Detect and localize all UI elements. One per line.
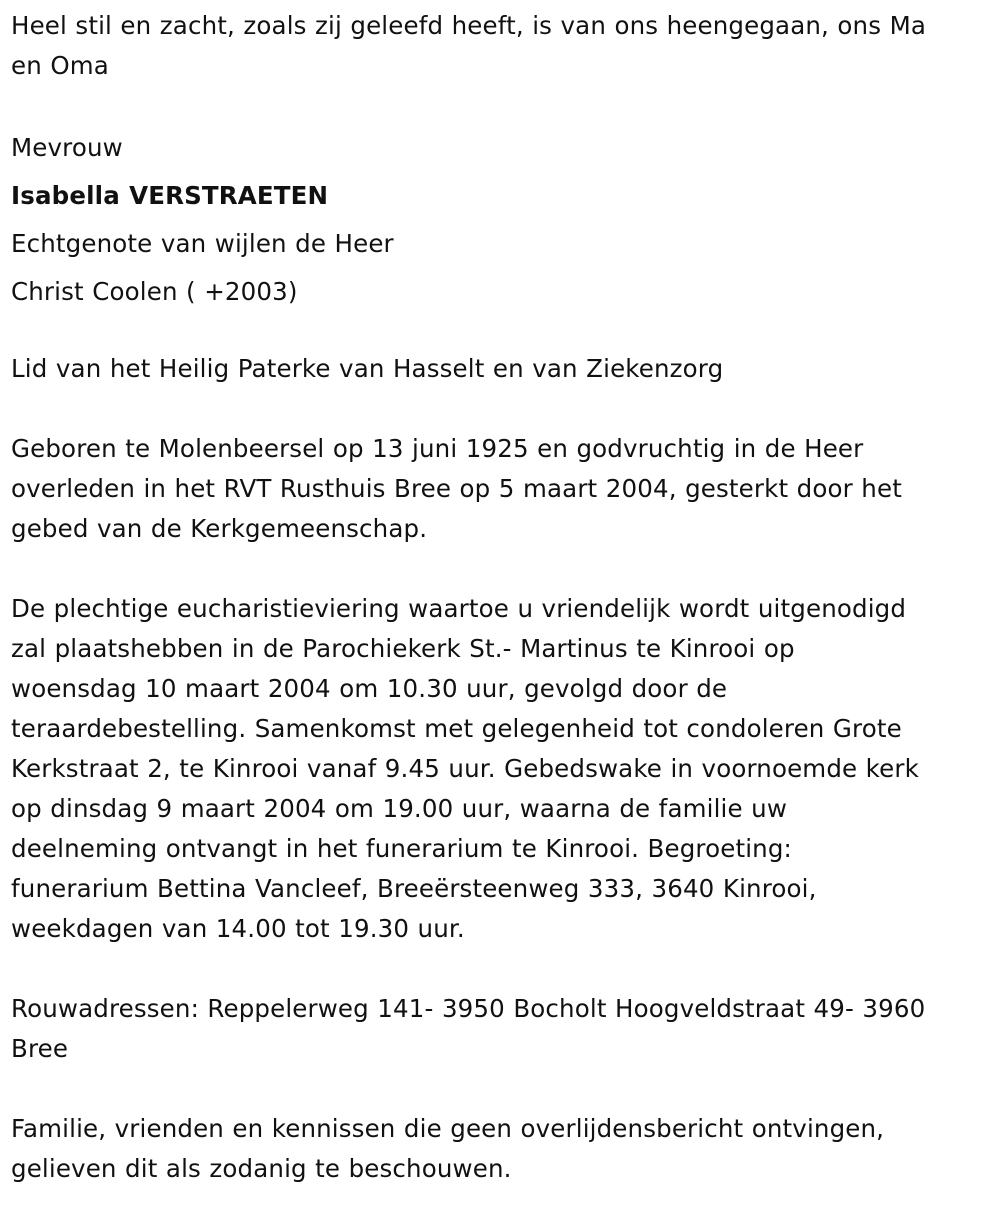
birth-death-line: gebed van de Kerkgemeenschap.	[11, 514, 428, 543]
birth-death-line: Geboren te Molenbeersel op 13 juni 1925 en godvruchtig in de Heer	[11, 434, 864, 463]
birth-death-line: overleden in het RVT Rusthuis Bree op 5 maart 2004, gesterkt door het	[11, 474, 902, 503]
spouse-name-line: Christ Coolen ( +2003)	[11, 277, 298, 306]
ceremony-line: weekdagen van 14.00 tot 19.30 uur.	[11, 914, 465, 943]
ceremony-line: funerarium Bettina Vancleef, Breeërsteenweg 333, 3640 Kinrooi,	[11, 874, 817, 903]
membership-line: Lid van het Heilig Paterke van Hasselt en van Ziekenzorg	[11, 354, 724, 383]
deceased-block	[11, 124, 986, 316]
addresses-line: Bree	[11, 1034, 69, 1063]
intro-paragraph	[11, 6, 986, 86]
addresses-paragraph	[11, 989, 986, 1069]
deceased-name: Isabella VERSTRAETEN	[11, 181, 329, 210]
intro-line: en Oma	[11, 51, 109, 80]
ceremony-line: Kerkstraat 2, te Kinrooi vanaf 9.45 uur. Gebedswake in voornoemde kerk	[11, 754, 919, 783]
ceremony-line: op dinsdag 9 maart 2004 om 19.00 uur, waarna de familie uw	[11, 794, 788, 823]
closing-line: gelieven dit als zodanig te beschouwen.	[11, 1154, 512, 1183]
ceremony-line: deelneming ontvangt in het funerarium te Kinrooi. Begroeting:	[11, 834, 792, 863]
ceremony-line: woensdag 10 maart 2004 om 10.30 uur, gevolgd door de	[11, 674, 728, 703]
birth-death-paragraph	[11, 429, 986, 549]
intro-line: Heel stil en zacht, zoals zij geleefd heeft, is van ons heengegaan, ons Ma	[11, 11, 927, 40]
closing-line: Familie, vrienden en kennissen die geen overlijdensbericht ontvingen,	[11, 1114, 885, 1143]
addresses-line: Rouwadressen: Reppelerweg 141- 3950 Bocholt Hoogveldstraat 49- 3960	[11, 994, 926, 1023]
ceremony-line: teraardebestelling. Samenkomst met gelegenheid tot condoleren Grote	[11, 714, 902, 743]
spouse-line: Echtgenote van wijlen de Heer	[11, 229, 394, 258]
ceremony-line: De plechtige eucharistieviering waartoe u vriendelijk wordt uitgenodigd	[11, 594, 907, 623]
closing-paragraph	[11, 1109, 986, 1189]
honorific-title: Mevrouw	[11, 133, 123, 162]
ceremony-paragraph	[11, 589, 986, 949]
membership-paragraph	[11, 349, 986, 389]
ceremony-line: zal plaatshebben in de Parochiekerk St.- Martinus te Kinrooi op	[11, 634, 795, 663]
